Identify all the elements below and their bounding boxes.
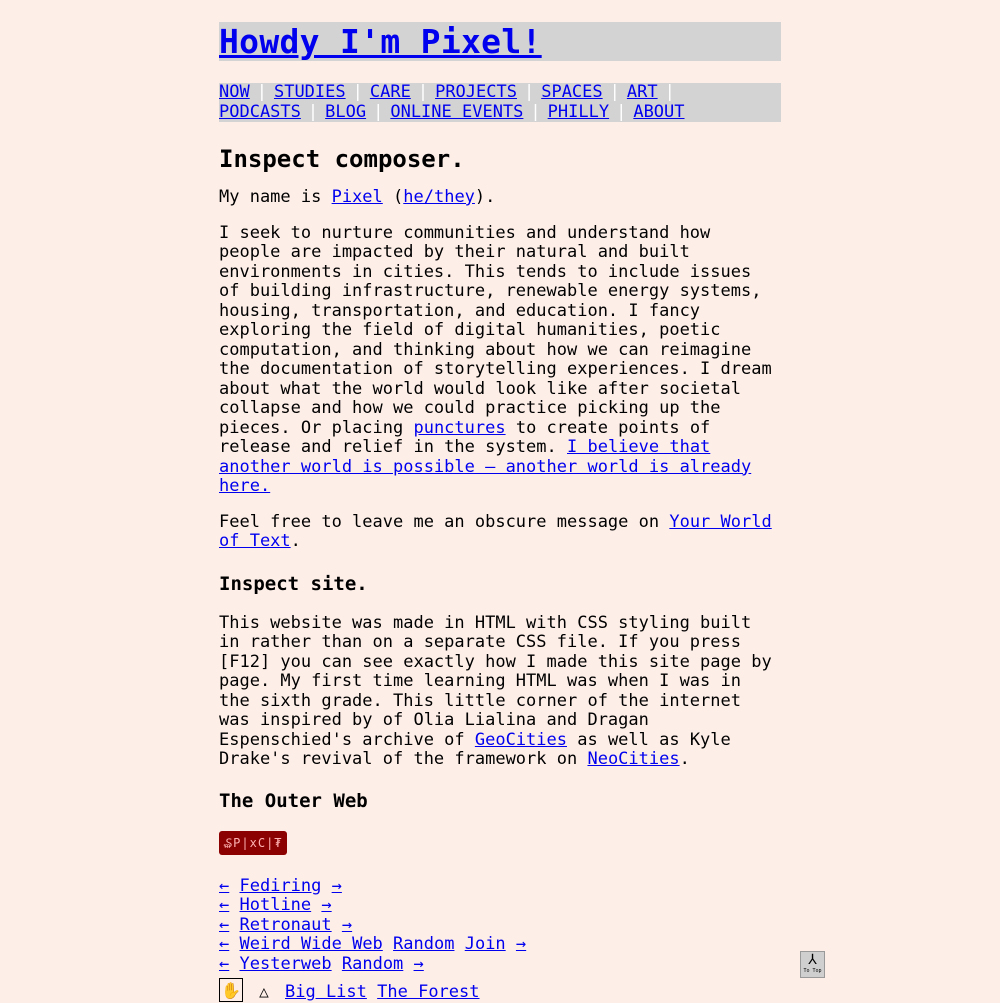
nav-separator: |: [523, 82, 535, 102]
big-list-link[interactable]: Big List: [285, 982, 367, 1002]
your-world-of-text-link[interactable]: Your World of Text: [219, 511, 772, 551]
to-top-button[interactable]: [800, 951, 825, 978]
hand-icon[interactable]: ✋: [219, 978, 243, 1002]
nav-about[interactable]: ABOUT: [633, 101, 685, 122]
intro-text: I seek to nurture communities and understand how people are impacted by their natural and built environments in cities. This tends to include issues of building infrastructure, renewable energy systems, housing, transportation, and education. I fancy exploring the field of digital humanities, poetic computation, and thinking about how we can reimagine the documentation of storytelling experiences. I dream about what the world would look like after societal collapse and how we could practice picking up the pieces. Or placing: [219, 222, 772, 438]
webring-fediring: [219, 877, 781, 897]
nav-separator: |: [530, 101, 541, 122]
pixel-link[interactable]: Pixel: [331, 187, 383, 207]
webring-yesterweb: [219, 955, 781, 975]
message-prefix: Feel free to leave me an obscure message on: [219, 511, 670, 532]
nav-spaces[interactable]: SPACES: [541, 82, 603, 102]
nav-care[interactable]: CARE: [369, 82, 411, 102]
nav-now[interactable]: NOW: [219, 82, 250, 102]
nav-podcasts[interactable]: PODCASTS: [219, 101, 301, 122]
webring-next-arrow[interactable]: →: [331, 875, 342, 896]
nav-row: [219, 83, 781, 103]
intro-paragraph: [219, 224, 781, 497]
nav-separator: |: [373, 101, 384, 122]
webring-name-link[interactable]: Yesterweb: [239, 953, 332, 974]
webring-prev-arrow[interactable]: ←: [219, 934, 230, 954]
name-line: [219, 188, 781, 208]
webring-join-link[interactable]: Join: [464, 934, 506, 954]
to-top-icon: ⅄: [808, 952, 817, 968]
triangle-ring-icon[interactable]: △: [259, 982, 269, 1001]
nav-row: [219, 103, 781, 123]
main-nav: [219, 83, 781, 122]
nav-art[interactable]: ART: [626, 82, 658, 102]
intro-heading: Inspect composer.: [219, 145, 465, 173]
nav-separator: |: [352, 82, 363, 102]
webring-prev-arrow[interactable]: ←: [219, 953, 230, 974]
intro-text-mid: to create points of release and relief in the system.: [219, 417, 711, 457]
webring-name-link[interactable]: Retronaut: [239, 914, 332, 935]
webring-name-link[interactable]: Hotline: [239, 895, 312, 915]
badge-wrap: [219, 831, 781, 855]
pixel-badge[interactable]: ₷P|xC|₮: [219, 831, 287, 855]
webring-prev-arrow[interactable]: ←: [219, 895, 230, 915]
webring-random-link[interactable]: Random: [393, 934, 455, 954]
name-prefix: My name is: [219, 187, 332, 207]
nav-studies[interactable]: STUDIES: [273, 82, 346, 102]
nav-separator: |: [664, 82, 675, 102]
site-title-link[interactable]: Howdy I'm Pixel!: [219, 22, 542, 61]
name-mid: (: [382, 187, 404, 207]
punctures-link[interactable]: punctures: [413, 417, 506, 438]
webring-next-arrow[interactable]: →: [341, 914, 353, 935]
nav-separator: |: [417, 82, 429, 102]
page-content: [219, 22, 781, 1002]
webring-prev-arrow[interactable]: ←: [219, 875, 230, 896]
webring-next-arrow[interactable]: →: [515, 934, 527, 954]
webring-name-link[interactable]: Weird Wide Web: [239, 934, 383, 954]
site-text-b: as well as Kyle Drake's revival of the framework on: [219, 729, 731, 769]
nav-online-events[interactable]: ONLINE EVENTS: [390, 101, 524, 122]
neocities-link[interactable]: NeoCities: [587, 749, 680, 769]
the-forest-link[interactable]: The Forest: [377, 982, 480, 1002]
site-text-a: This website was made in HTML with CSS styling built in rather than on a separate CSS file. If you press [F12] you can see exactly how I made this site page by page. My first time learning HTML was when I was in the sixth grade. This little corner of the internet was inspired by of Olia Lialina and Dragan Espenschied's archive of: [219, 612, 772, 750]
name-suffix: ).: [474, 187, 496, 207]
nav-separator: |: [616, 101, 627, 122]
nav-blog[interactable]: BLOG: [325, 101, 367, 122]
webring-next-arrow[interactable]: →: [413, 953, 424, 974]
webring-random-link[interactable]: Random: [341, 953, 404, 974]
site-text-c: .: [679, 749, 690, 769]
site-title: [219, 22, 781, 61]
webring-weird-wide-web: [219, 935, 781, 955]
nav-separator: |: [307, 101, 319, 122]
webring-extras-line: [219, 974, 781, 1002]
nav-philly[interactable]: PHILLY: [547, 101, 610, 122]
webring-list: [219, 877, 781, 975]
outer-web-heading: The Outer Web: [219, 789, 368, 812]
geocities-link[interactable]: GeoCities: [474, 729, 567, 750]
site-heading: Inspect site.: [219, 572, 368, 595]
another-world-link[interactable]: I believe that another world is possible — another world is already here.: [219, 437, 752, 496]
webring-hotline: [219, 896, 781, 916]
to-top-label: To Top: [803, 968, 822, 974]
pronoun-link[interactable]: he/they: [403, 187, 475, 207]
nav-separator: |: [609, 82, 620, 102]
webring-next-arrow[interactable]: →: [321, 895, 332, 915]
webring-retronaut: [219, 916, 781, 936]
webring-prev-arrow[interactable]: ←: [219, 914, 230, 935]
message-suffix: .: [290, 531, 301, 551]
message-line: [219, 513, 781, 552]
site-paragraph: [219, 614, 781, 770]
webring-name-link[interactable]: Fediring: [239, 875, 322, 896]
nav-projects[interactable]: PROJECTS: [435, 82, 517, 102]
nav-separator: |: [256, 82, 267, 102]
